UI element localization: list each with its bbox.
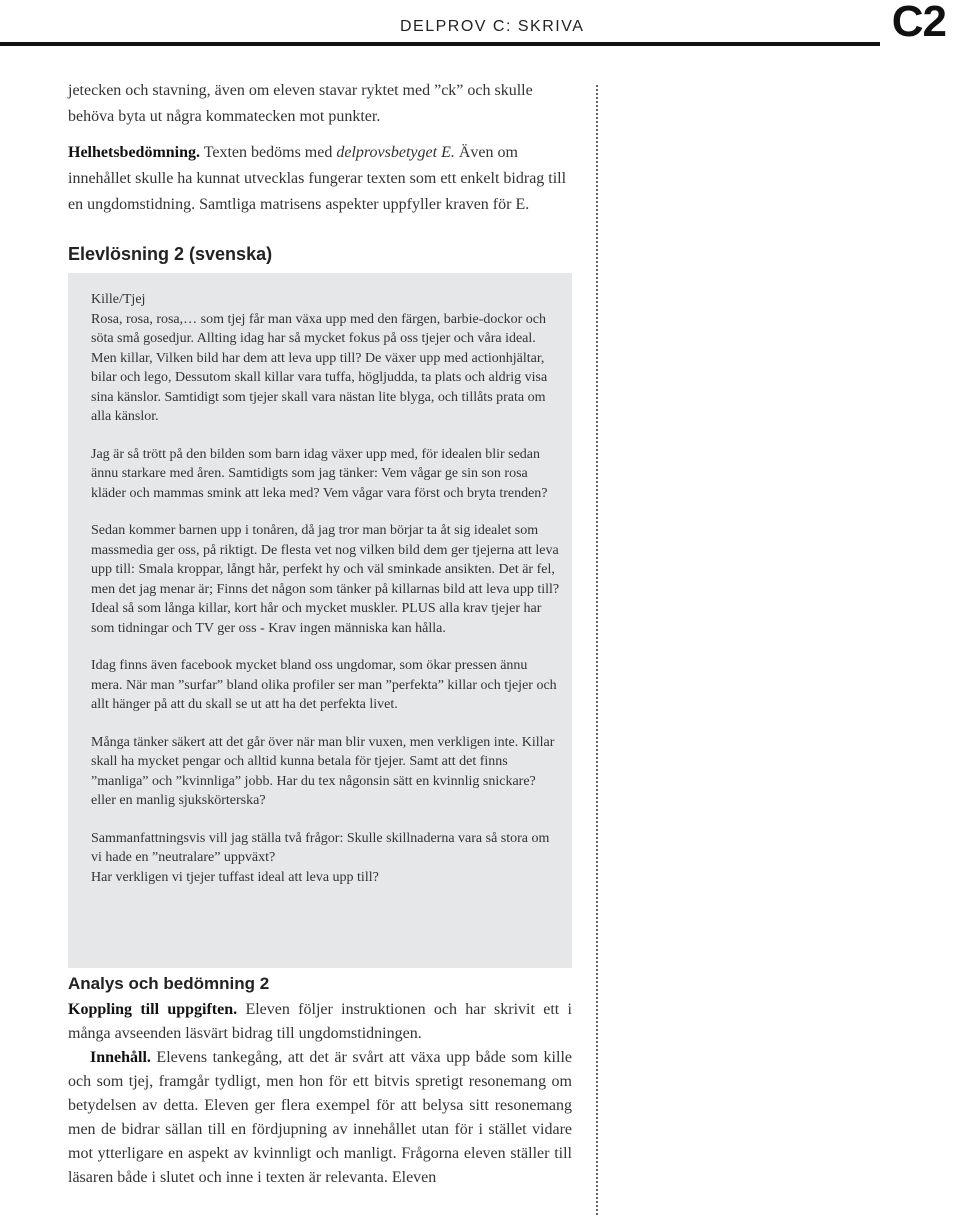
innehall-paragraph [68, 1046, 572, 1190]
essay-paragraph-7: Har verkligen vi tjejer tuffast ideal att leva upp till? [91, 869, 379, 885]
innehall-lead: Innehåll. [90, 1049, 151, 1066]
essay-paragraph-5: Många tänker säkert att det går över när man blir vuxen, men verkligen inte. Killar skall ha mycket pengar och alltid kunna betala för tjejer. Samt att det finns ”manliga” och ”kvinnliga” jobb. Har du tex någonsin sätt en kvinnlig snickare? eller en manlig sjukskörterska? [91, 734, 555, 808]
student-solution-heading: Elevlösning 2 (svenska) [68, 244, 273, 264]
analysis-heading: Analys och bedömning 2 [68, 974, 270, 993]
koppling-paragraph [68, 998, 572, 1046]
essay-title: Kille/Tjej [91, 292, 146, 307]
koppling-text: Eleven följer instruktionen och har skrivit ett i många avseenden läsvärt bidrag till ungdomstidningen. [68, 1001, 572, 1042]
essay-paragraph-2: Jag är så trött på den bilden som barn idag växer upp med, för idealen blir sedan ännu starkare med åren. Samtidigts som jag tänker: Vem vågar ge sin son rosa kläder och mammas smink att leka med? Vem vågar vara först och bryta trenden? [91, 446, 548, 501]
intro-section [68, 78, 572, 218]
margin-dotted-divider [596, 85, 598, 1215]
innehall-text: Elevens tankegång, att det är svårt att växa upp både som kille och som tjej, framgår tydligt, men hon för ett bitvis spretigt resonemang om betydelsen av detta. Eleven ger flera exempel för att belysa sitt resonemang men de bidrar sällan till en fördjupning av innehållet utan för i stället vidare mot ytterligare en aspekt av kvinnligt och manligt. Frågorna eleven ställer till läsaren både i slutet och inne i texten är relevanta. Eleven [68, 1049, 572, 1186]
essay-paragraph-4: Idag finns även facebook mycket bland oss ungdomar, som ökar pressen ännu mera. När man ”surfar” bland olika profiler ser man ”perfekta” killar och tjejer och allt hänger på att du skall se ut att ha det perfekta livet. [91, 658, 557, 712]
helhet-italic: delprovsbetyget E. [336, 144, 455, 161]
koppling-lead: Koppling till uppgiften. [68, 1001, 238, 1018]
header-divider [0, 42, 880, 46]
section-title: DELPROV C: SKRIVA [400, 18, 585, 35]
essay-text [91, 290, 561, 887]
helhet-lead: Helhetsbedömning. [68, 144, 201, 161]
helhet-paragraph [68, 140, 572, 218]
intro-paragraph: jetecken och stavning, även om eleven stavar ryktet med ”ck” och skulle behöva byta ut några kommatecken mot punkter. [68, 82, 533, 125]
essay-paragraph-3: Sedan kommer barnen upp i tonåren, då jag tror man börjar ta åt sig idealet som massmedia ger oss, på riktigt. De flesta vet nog vilken bild dem ger tjejerna att leva upp till: Smala kroppar, långt hår, perfekt hy och väl sminkade ansikten. Det är fel, men det jag menar är; Finns det någon som tänker på killarnas bild att leva upp till? Ideal så som långa killar, kort hår och mycket muskler. PLUS alla krav tjejer har som tidningar och TV ger oss - Krav ingen människa kan hålla. [91, 523, 560, 636]
section-code: C2 [891, 0, 946, 46]
helhet-text-b: Även om innehållet skulle ha kunnat utvecklas fungerar texten som ett enkelt bidrag till en ungdomstidning. Samtliga matrisens aspekter uppfyller kraven för E. [68, 144, 567, 213]
analysis-text [68, 998, 572, 1190]
essay-paragraph-1: Rosa, rosa, rosa,… som tjej får man växa upp med den färgen, barbie-dockor och söta små gosedjur. Allting idag har så mycket fokus på oss tjejer och våra ideal. Men killar, Vilken bild har dem att leva upp till? De växer upp med actionhjältar, bilar och lego, Dessutom skall killar vara tuffa, högljudda, ta plats och aldrig visa sina känslor. Samtidigt som tjejer skall vara nästan lite blyga, och tillåts prata om alla känslor. [91, 311, 548, 424]
helhet-text-a: Texten bedöms med [200, 144, 337, 161]
essay-paragraph-6: Sammanfattningsvis vill jag ställa två frågor: Skulle skillnaderna vara så stora om vi hade en ”neutralare” uppväxt? [91, 830, 550, 865]
